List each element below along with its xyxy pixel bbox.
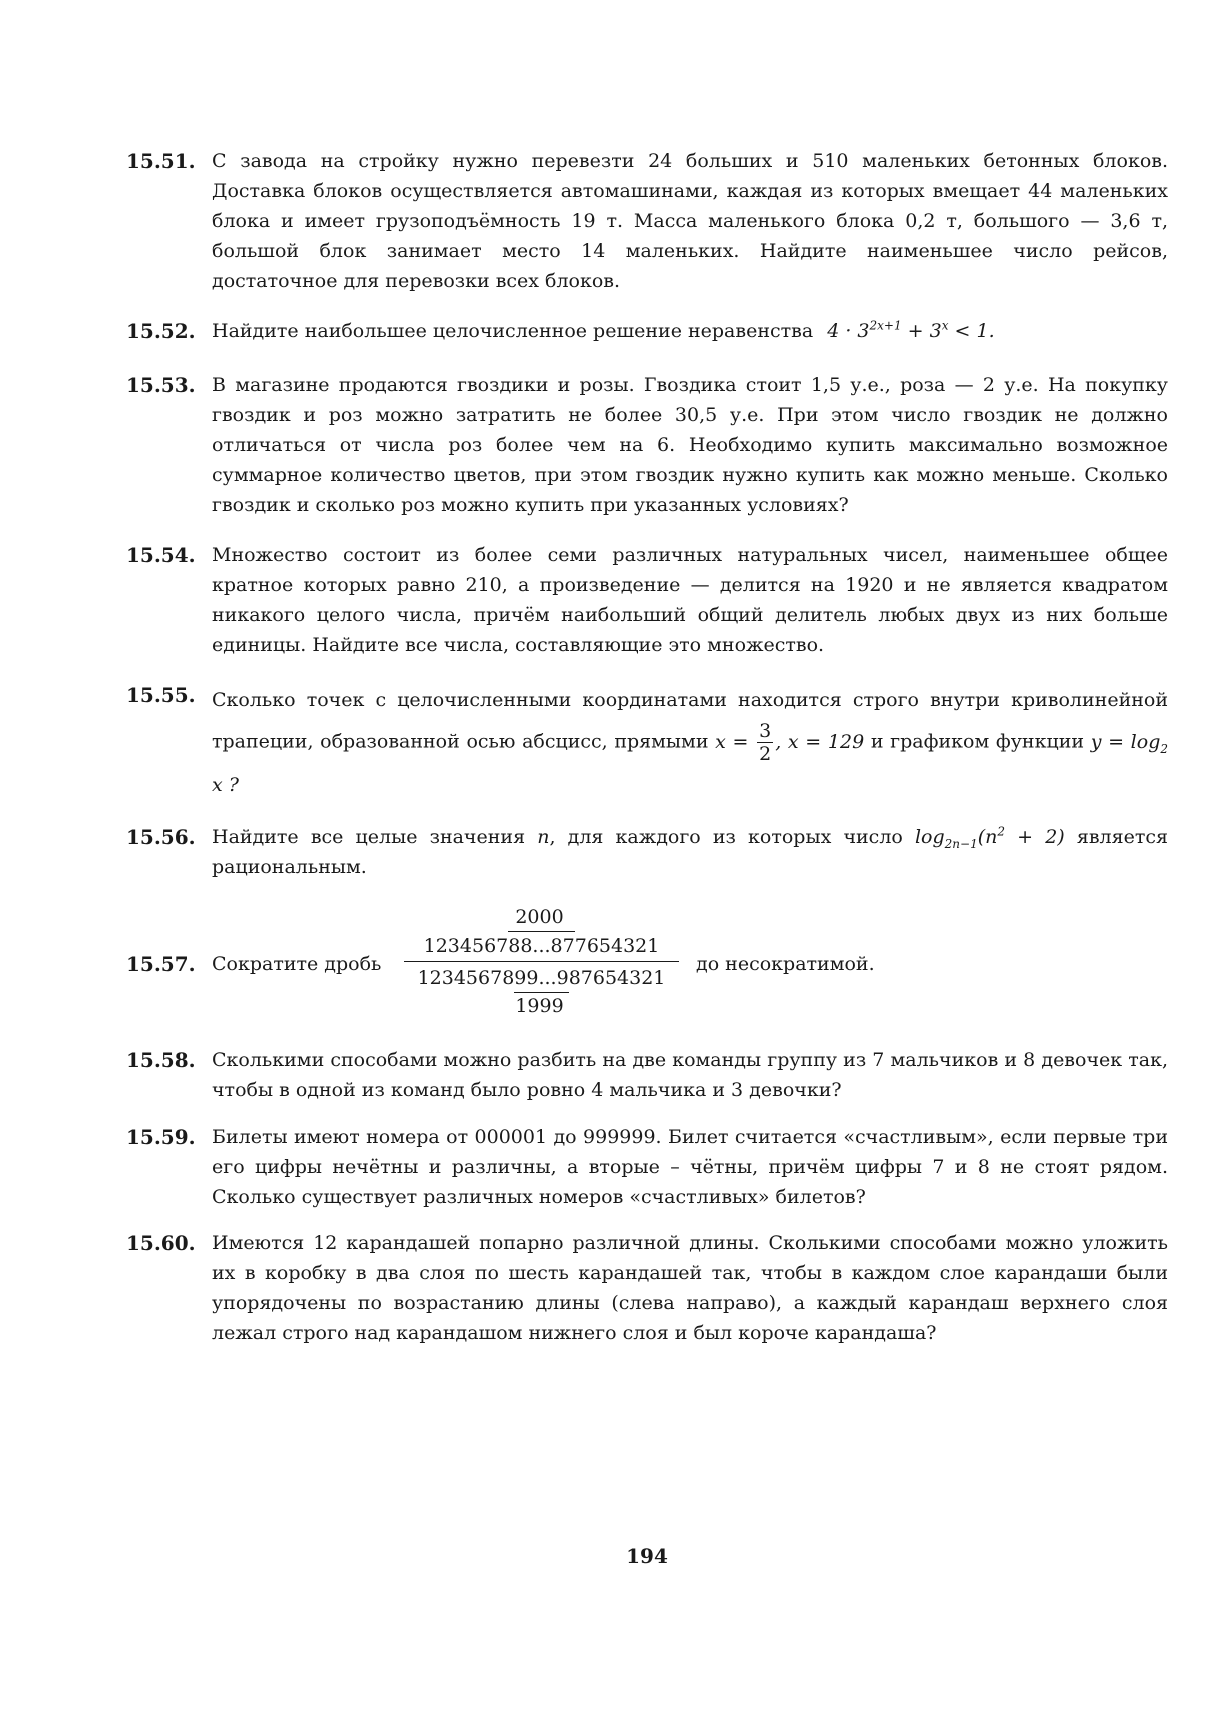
x-equation-2: , x = 129 <box>775 730 865 753</box>
fraction-denominator <box>404 964 679 992</box>
problem-15-59 <box>126 1122 1168 1216</box>
denominator-left: 12345678 <box>417 967 515 989</box>
problem-text-main: Найдите наибольшее целочисленное решение неравенства <box>212 320 814 342</box>
problem-15-52 <box>126 316 1168 350</box>
x-label: x = <box>715 730 749 753</box>
func-sub: 2 <box>1160 741 1168 756</box>
numerator-right: 7654321 <box>574 935 660 957</box>
denominator-repeat: 99...9 <box>514 964 568 993</box>
problem-15-51 <box>126 146 1168 296</box>
func-label: y = log <box>1090 730 1161 753</box>
problem-15-53 <box>126 370 1168 520</box>
problem-text-b: и графиком функции <box>870 730 1085 753</box>
problem-text <box>212 316 1168 346</box>
fraction-numerator <box>404 931 679 959</box>
brace-label-1999: 1999 <box>515 995 564 1017</box>
formula-rest: + 3 <box>901 320 942 342</box>
log-end: + 2) <box>1005 826 1065 848</box>
problem-text <box>212 680 1168 805</box>
problem-text-a: Сократите дробь <box>212 953 382 975</box>
log-label: log <box>914 826 945 848</box>
problem-text-b: , для каждого из которых число <box>549 826 903 848</box>
func-end: x ? <box>212 774 239 796</box>
numerator-repeat: 88...87 <box>508 931 574 960</box>
fraction-numerator: 3 <box>759 720 772 742</box>
log-base: 2n−1 <box>944 836 978 851</box>
problem-number: 15.54. <box>126 543 196 567</box>
formula-base: 4 · 3 <box>827 320 870 342</box>
problem-15-60 <box>126 1228 1168 1378</box>
problem-number: 15.52. <box>126 319 196 343</box>
big-fraction <box>404 903 679 1020</box>
fraction-bar <box>404 961 679 962</box>
problem-text: Сколькими способами можно разбить на две команды группу из 7 мальчиков и 8 девочек так, чтобы в одной из команд было ровно 4 мальчика и 3 девочки? <box>212 1049 1168 1101</box>
log-expression <box>914 824 1077 851</box>
problem-number: 15.58. <box>126 1048 196 1072</box>
formula-exponent: 2x+1 <box>869 318 902 333</box>
denominator-brace-label <box>404 992 679 1020</box>
fraction-3-2 <box>757 720 773 765</box>
x-equation <box>715 720 871 765</box>
problem-text: С завода на стройку нужно перевезти 24 больших и 510 маленьких бетонных блоков. Доставка блоков осуществляется автомашинами, каждая из которых вмещает 44 маленьких блока и имеет грузоподъёмность 19 т. Масса маленького блока 0,2 т, большого — 3,6 т, большой блок занимает место 14 маленьких. Найдите наименьшее число рейсов, достаточное для перевозки всех блоков. <box>212 150 1168 292</box>
problem-15-56 <box>126 822 1168 886</box>
numerator-brace-label <box>404 903 679 931</box>
problem-15-57 <box>126 903 1168 1027</box>
problem-text: Билеты имеют номера от 000001 до 999999. Билет считается «счастливым», если первые три его цифры нечётны и различны, а вторые – чётны, причём цифры 7 и 8 не стоят рядом. Сколько существует различных номеров «счастливых» билетов? <box>212 1126 1168 1208</box>
problem-number: 15.59. <box>126 1125 196 1149</box>
formula-exponent-2: x <box>941 318 949 333</box>
formula-end: < 1. <box>948 320 995 342</box>
brace-label-2000: 2000 <box>513 903 565 932</box>
page-number: 194 <box>626 1544 668 1568</box>
problem-number: 15.53. <box>126 373 196 397</box>
problem-text: Множество состоит из более семи различных натуральных чисел, наименьшее общее кратное которых равно 210, а произведение — делится на 1920 и не является квадратом никакого целого числа, причём наибольший общий делитель любых двух из них больше единицы. Найдите все числа, составляющие это множество. <box>212 544 1168 656</box>
fraction-denominator: 2 <box>759 743 772 765</box>
variable-n: n <box>537 826 550 848</box>
problem-text: Имеются 12 карандашей попарно различной длины. Сколькими способами можно уложить их в коробку в два слоя по шесть карандашей так, чтобы в каждом слое карандаши были упорядочены по возрастанию длины (слева направо), а каждый карандаш верхнего слоя лежал строго над карандашом нижнего слоя и был короче карандаша? <box>212 1232 1168 1344</box>
problem-15-58 <box>126 1045 1168 1109</box>
log-exponent: 2 <box>997 824 1006 839</box>
problem-number: 15.56. <box>126 825 196 849</box>
problem-text: В магазине продаются гвоздики и розы. Гвоздика стоит 1,5 у.е., роза — 2 у.е. На покупку гвоздик и роз можно затратить не более 30,5 у.е. При этом число гвоздик не должно отличаться от числа роз более чем на 6. Необходимо купить максимально возможное суммарное количество цветов, при этом гвоздик нужно купить как можно меньше. Сколько гвоздик и сколько роз можно купить при указанных условиях? <box>212 374 1168 516</box>
problem-text-a: Найдите все целые значения <box>212 826 526 848</box>
problem-number: 15.60. <box>126 1231 196 1255</box>
problem-15-54 <box>126 540 1168 660</box>
log-argument: (n <box>977 826 998 848</box>
problem-number: 15.57. <box>126 952 196 976</box>
problem-text <box>212 822 1168 882</box>
problem-text-b: до несократимой. <box>696 953 875 975</box>
problem-number: 15.55. <box>126 683 196 707</box>
inequality-formula <box>827 320 994 342</box>
problem-text-a: Сколько точек с целочисленными координатами находится строго внутри криволинейной трапеции, образованной осью абсцисс, прямыми <box>212 689 1168 753</box>
numerator-left: 1234567 <box>423 935 509 957</box>
denominator-right: 87654321 <box>568 967 666 989</box>
problem-15-55 <box>126 680 1168 800</box>
problem-text-c: является рациональным. <box>212 826 1168 878</box>
problem-number: 15.51. <box>126 149 196 173</box>
